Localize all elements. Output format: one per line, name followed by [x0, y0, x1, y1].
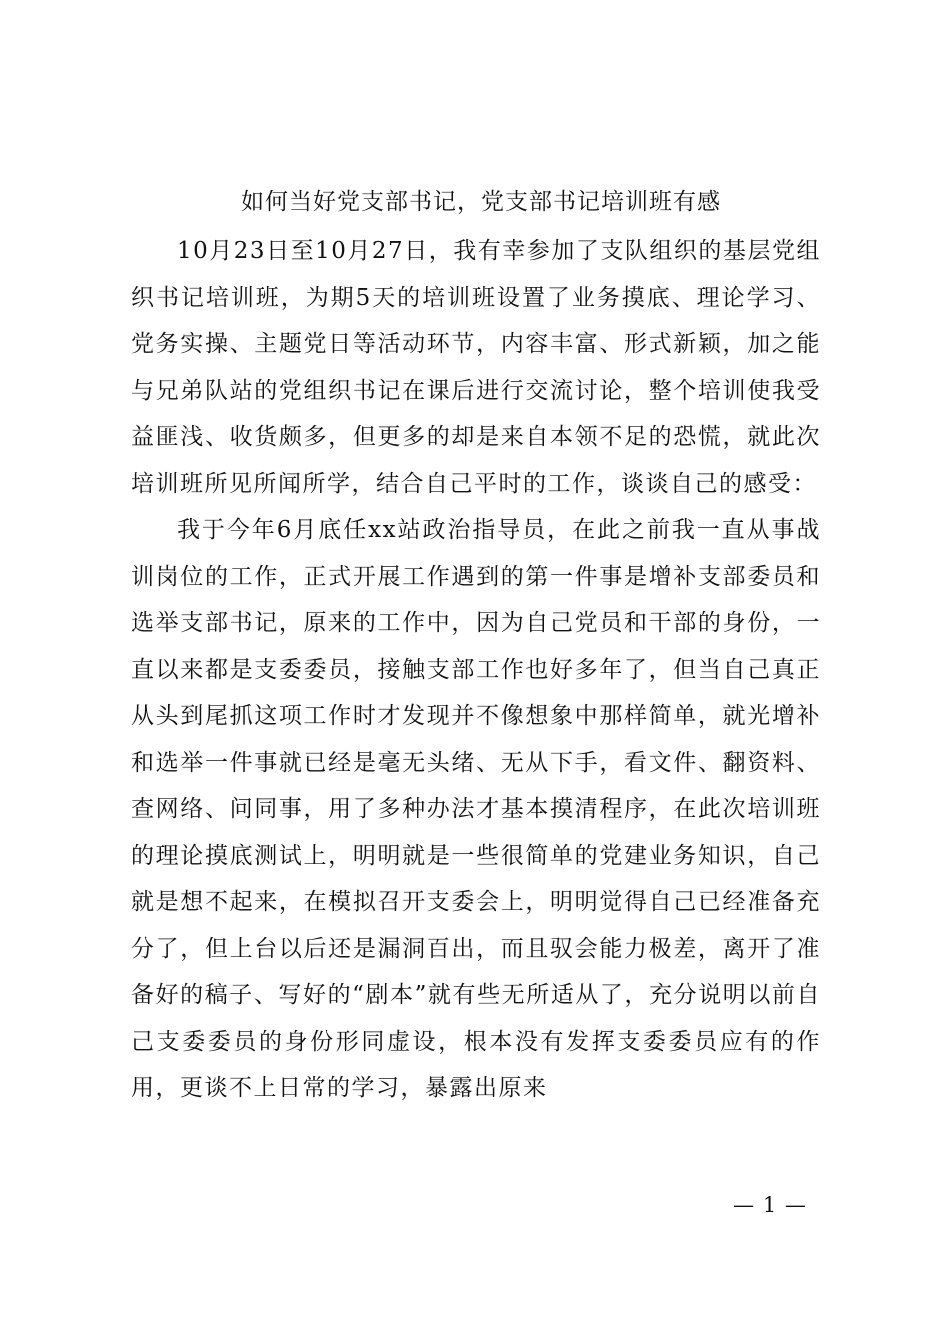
document-title: 如何当好党支部书记，党支部书记培训班有感	[241, 189, 721, 215]
paragraph: 10月23日至10月27日，我有幸参加了支队组织的基层党组织书记培训班，为期5天的培训班设置了业务摸底、理论学习、党务实操、主题党日等活动环节，内容丰富、形式新颖，加之能与兄弟队站的党组织书记在课后进行交流讨论，整个培训使我受益匪浅、收货颇多，但更多的却是来自本领不足的恐慌，就此次培训班所见所闻所学，结合自己平时的工作，谈谈自己的感受：	[131, 238, 821, 497]
page-number: — 1 —	[733, 1193, 807, 1217]
document-body	[131, 228, 821, 1112]
paragraph: 我于今年6月底任xx站政治指导员，在此之前我一直从事战训岗位的工作，正式开展工作遇到的第一件事是增补支部委员和选举支部书记，原来的工作中，因为自己党员和干部的身份，一直以来都是支委委员，接触支部工作也好多年了，但当自己真正从头到尾抓这项工作时才发现并不像想象中那样简单，就光增补和选举一件事就已经是毫无头绪、无从下手，看文件、翻资料、查网络、问同事，用了多种办法才基本摸清程序，在此次培训班的理论摸底测试上，明明就是一些很简单的党建业务知识，自己就是想不起来，在模拟召开支委会上，明明觉得自己已经准备充分了，但上台以后还是漏洞百出，而且驭会能力极差，离开了准备好的稿子、写好的“剧本”就有些无所适从了，充分说明以前自己支委委员的身份形同虚设，根本没有发挥支委委员应有的作用，更谈不上日常的学习，暴露出原来	[131, 517, 821, 1101]
